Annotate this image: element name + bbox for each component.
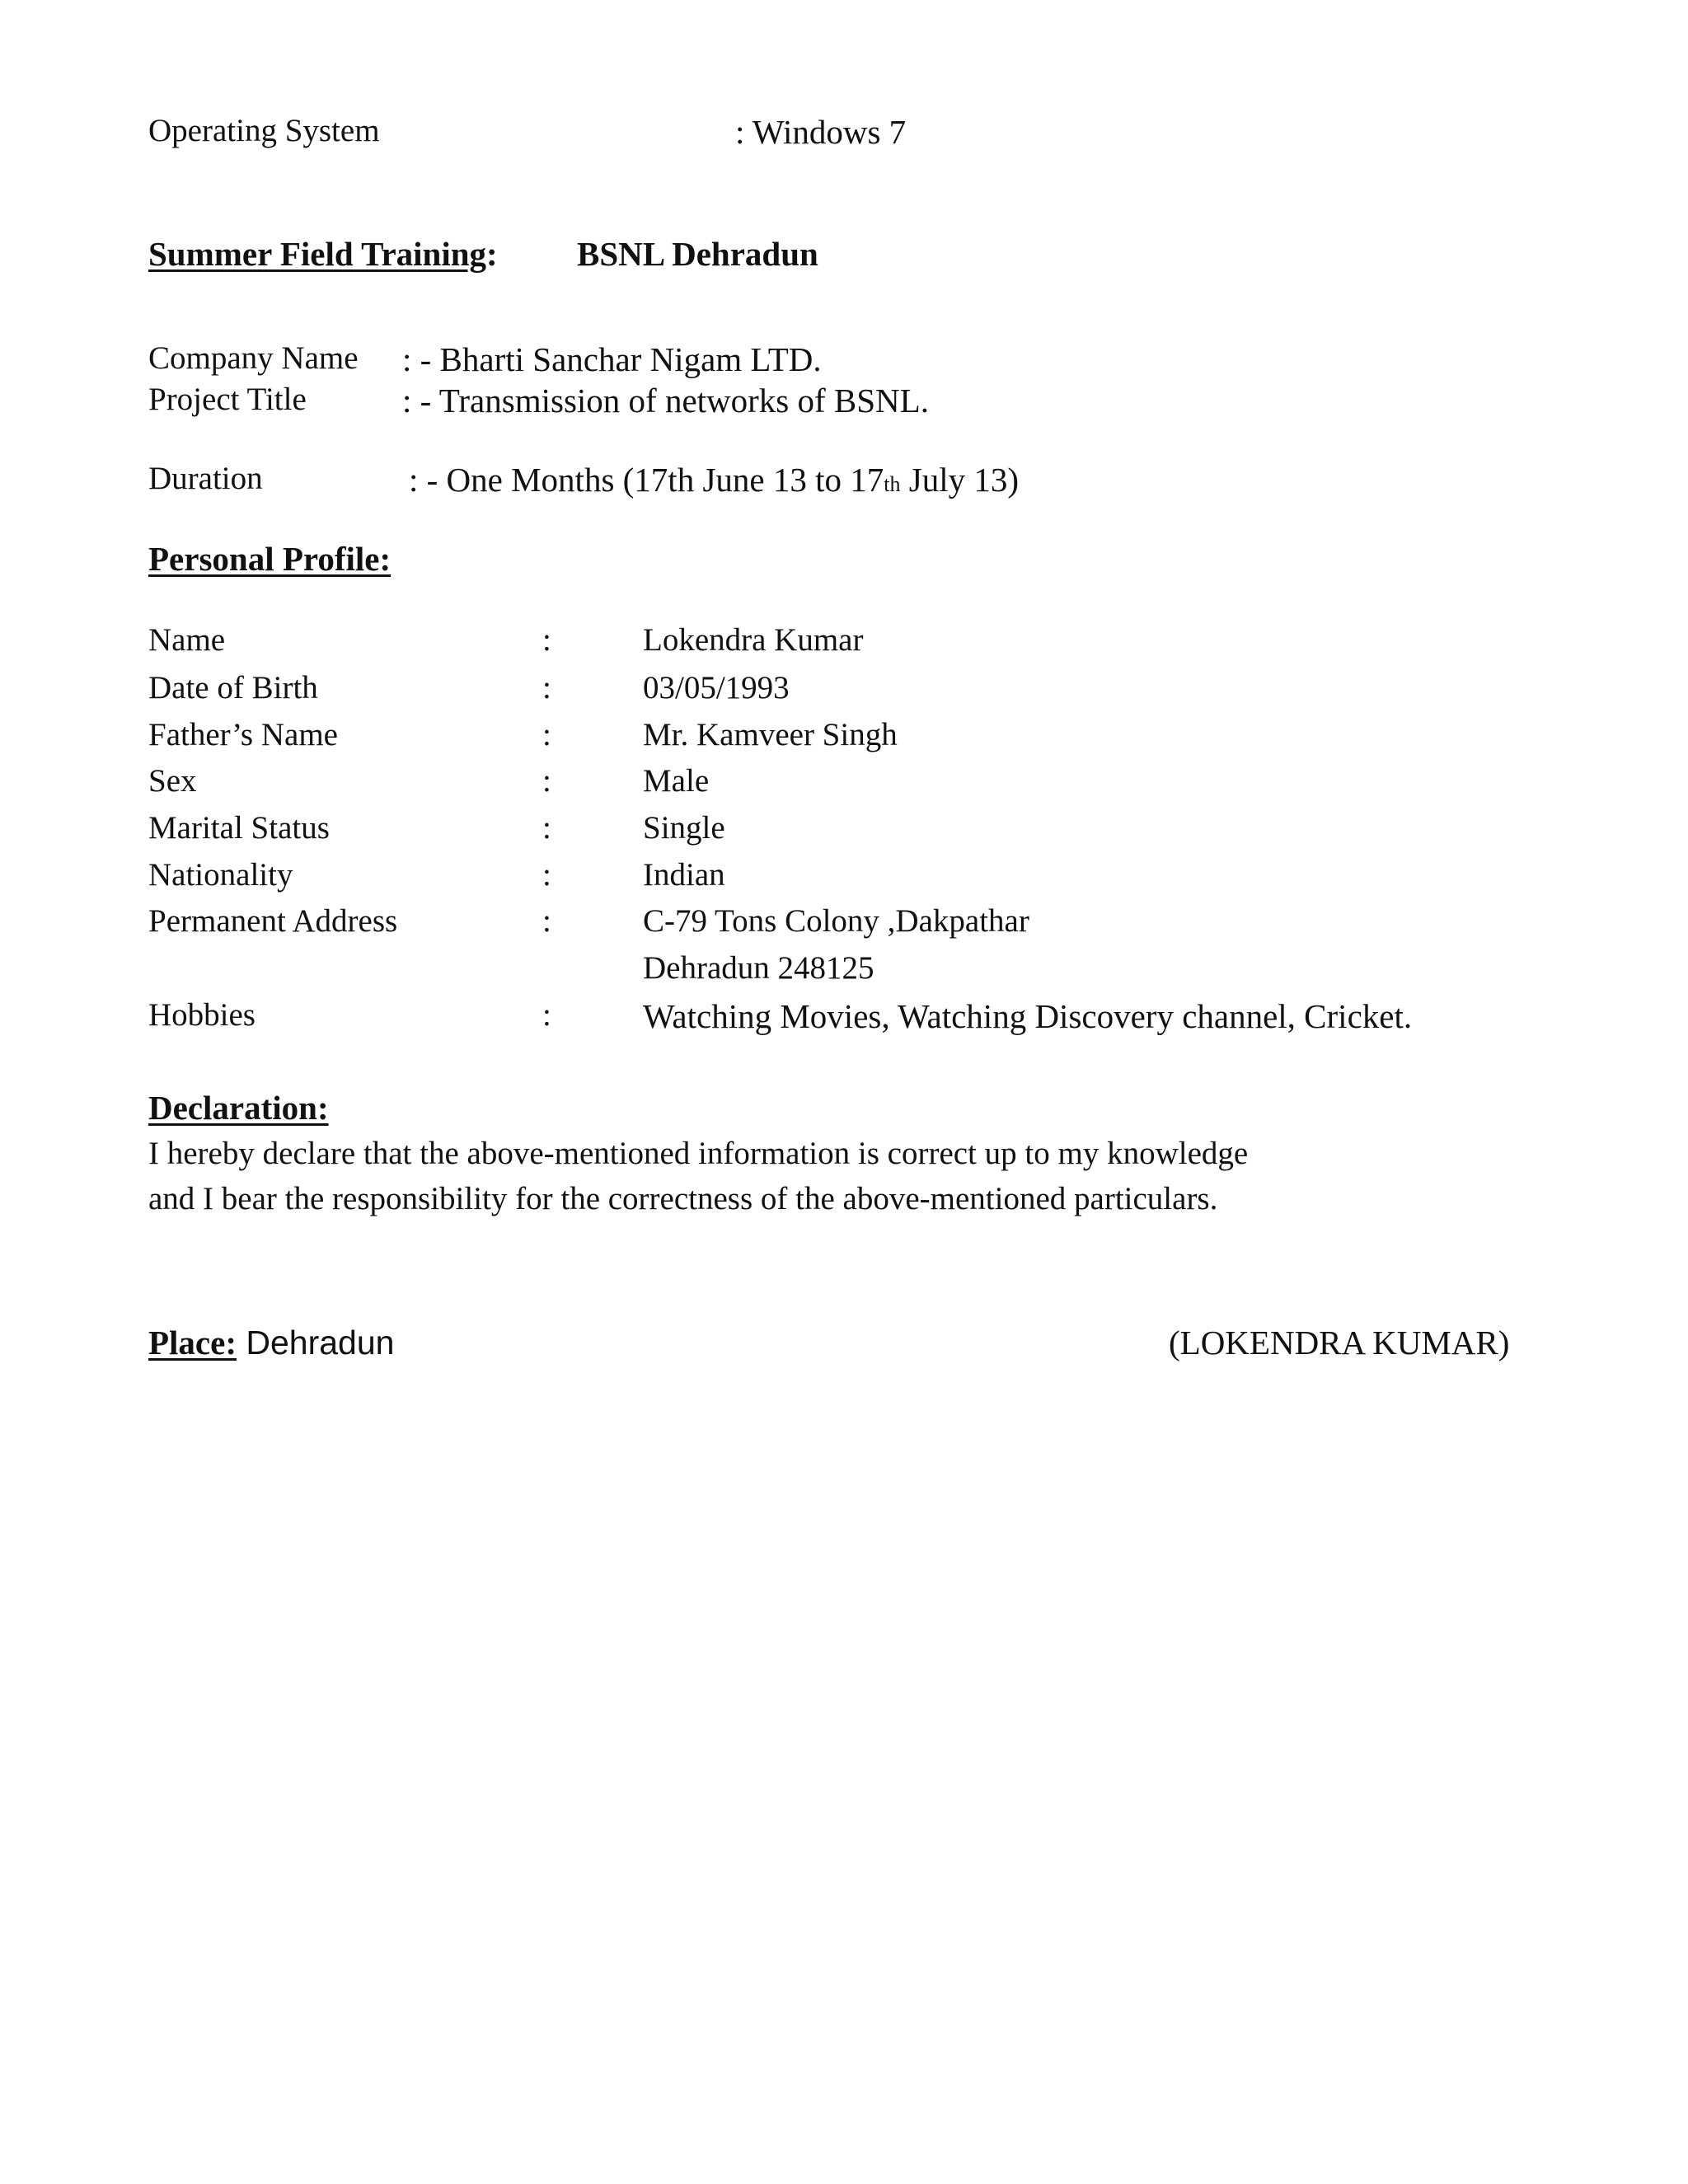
declaration-heading bbox=[148, 1088, 329, 1127]
declaration-line: and I bear the responsibility for the correctness of the above-mentioned particulars. bbox=[148, 1181, 1218, 1216]
profile-row-value: 03/05/1993 bbox=[643, 670, 790, 705]
training-place: BSNL Dehradun bbox=[577, 235, 818, 273]
signature-name: (LOKENDRA KUMAR) bbox=[1169, 1324, 1510, 1361]
duration-value-a: : - One Months (17th June 13 to 17 bbox=[409, 461, 884, 499]
profile-row-sep: : bbox=[542, 622, 551, 658]
profile-row-value: Single bbox=[643, 810, 725, 846]
declaration-text bbox=[148, 1131, 1550, 1221]
profile-row-label: Father’s Name bbox=[148, 717, 338, 752]
profile-row-value: C-79 Tons Colony ,Dakpathar bbox=[643, 903, 1029, 939]
profile-row-label: Nationality bbox=[148, 857, 293, 893]
profile-heading-text: Personal Profile: bbox=[148, 540, 392, 578]
profile-row-label: Permanent Address bbox=[148, 903, 398, 939]
profile-row-label: Sex bbox=[148, 763, 197, 799]
profile-row-value: Watching Movies, Watching Discovery channel, Cricket. bbox=[643, 997, 1413, 1035]
profile-row-sep: : bbox=[542, 903, 551, 939]
company-label: Company Name bbox=[148, 340, 359, 376]
profile-row-label: Hobbies bbox=[148, 997, 256, 1033]
profile-heading bbox=[148, 539, 391, 579]
profile-row-sep: : bbox=[542, 717, 551, 752]
os-label: Operating System bbox=[148, 113, 380, 148]
profile-row-sep: : bbox=[542, 670, 551, 705]
profile-row-sep: : bbox=[542, 763, 551, 799]
duration-label: Duration bbox=[148, 461, 263, 496]
place-row bbox=[148, 1323, 394, 1362]
profile-row-value: Male bbox=[643, 763, 710, 799]
place-value: Dehradun bbox=[236, 1324, 395, 1361]
company-value: : - Bharti Sanchar Nigam LTD. bbox=[402, 340, 822, 378]
duration-value-b: July 13) bbox=[900, 461, 1019, 499]
profile-row-value: Dehradun 248125 bbox=[643, 950, 874, 986]
project-title-value: : - Transmission of networks of BSNL. bbox=[402, 382, 929, 419]
profile-row-value: Mr. Kamveer Singh bbox=[643, 717, 898, 752]
profile-row-label: Date of Birth bbox=[148, 670, 318, 705]
profile-row-label: Name bbox=[148, 622, 226, 658]
training-colon: : bbox=[486, 235, 498, 273]
profile-row-sep: : bbox=[542, 810, 551, 846]
training-heading-row bbox=[148, 234, 498, 274]
duration-value bbox=[409, 460, 1019, 499]
profile-row-value: Indian bbox=[643, 857, 725, 893]
declaration-line: I hereby declare that the above-mentioned information is correct up to my knowledge bbox=[148, 1136, 1249, 1171]
duration-sup: th bbox=[884, 472, 901, 496]
profile-row-value: Lokendra Kumar bbox=[643, 622, 864, 658]
profile-row-sep: : bbox=[542, 997, 551, 1033]
place-label: Place: bbox=[148, 1324, 237, 1361]
profile-row-sep: : bbox=[542, 857, 551, 893]
declaration-heading-text: Declaration: bbox=[148, 1089, 329, 1127]
profile-row-label: Marital Status bbox=[148, 810, 330, 846]
project-title-label: Project Title bbox=[148, 382, 307, 417]
os-value: : Windows 7 bbox=[735, 113, 907, 151]
training-heading: Summer Field Training bbox=[148, 235, 487, 273]
